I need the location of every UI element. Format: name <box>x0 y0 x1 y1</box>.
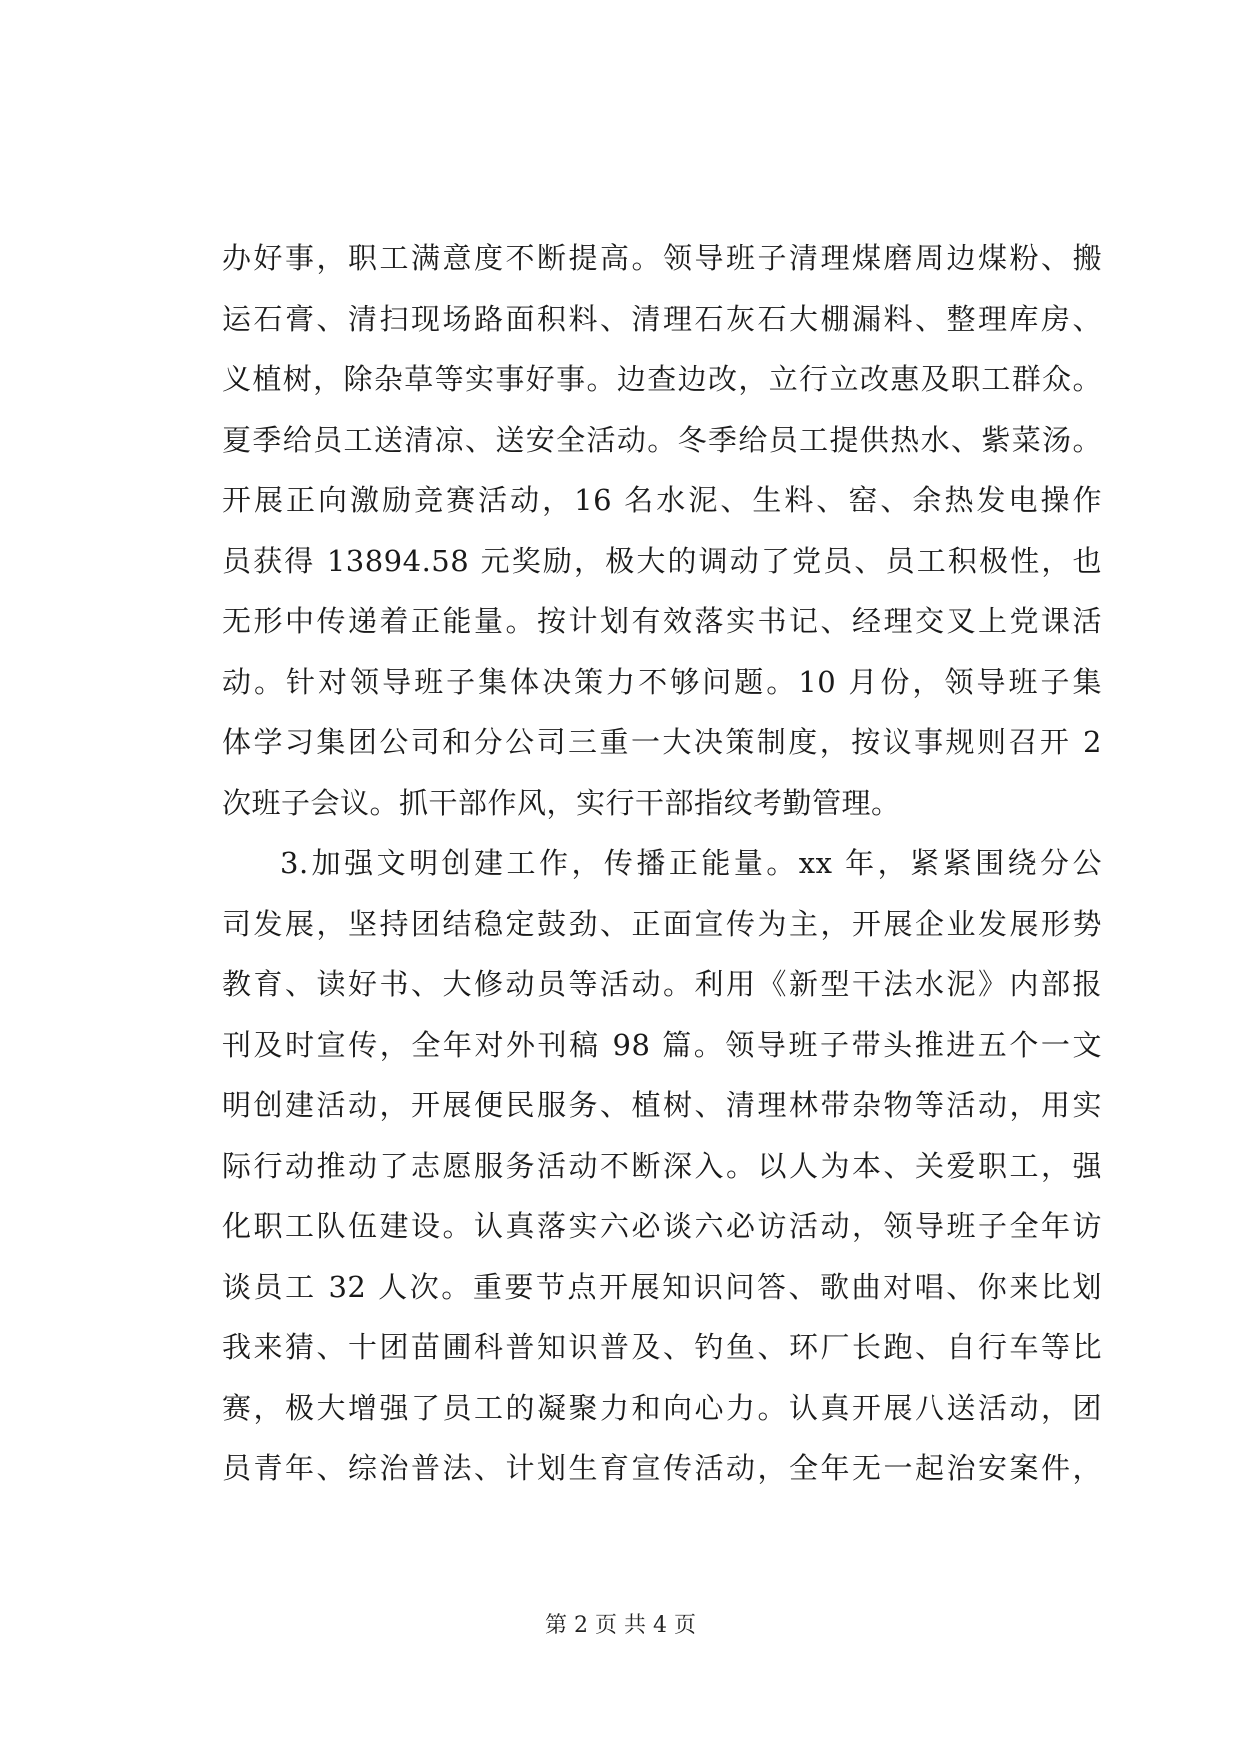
body-text <box>222 228 1102 1499</box>
text-line: 明创建活动，开展便民服务、植树、清理林带杂物等活动，用实 <box>222 1088 1102 1122</box>
paragraph-heading-line: 3.加强文明创建工作，传播正能量。xx 年，紧紧围绕分公 <box>280 846 1102 880</box>
text-line: 赛，极大增强了员工的凝聚力和向心力。认真开展八送活动，团 <box>222 1390 1102 1425</box>
text-line: 次班子会议。抓干部作风，实行干部指纹考勤管理。 <box>222 785 901 820</box>
text-line: 无形中传递着正能量。按计划有效落实书记、经理交叉上党课活 <box>222 604 1102 638</box>
page-number-footer: 第 2 页 共 4 页 <box>545 1613 696 1638</box>
text-line: 教育、读好书、大修动员等活动。利用《新型干法水泥》内部报 <box>222 967 1102 1001</box>
text-line: 员获得 13894.58 元奖励，极大的调动了党员、员工积极性，也 <box>222 543 1102 578</box>
text-line: 动。针对领导班子集体决策力不够问题。10 月份，领导班子集 <box>222 664 1102 699</box>
text-line: 际行动推动了志愿服务活动不断深入。以人为本、关爱职工，强 <box>222 1148 1102 1183</box>
text-line: 开展正向激励竞赛活动，16 名水泥、生料、窑、余热发电操作 <box>222 483 1102 517</box>
text-line: 体学习集团公司和分公司三重一大决策制度，按议事规则召开 2 <box>222 725 1102 759</box>
text-line: 夏季给员工送清凉、送安全活动。冬季给员工提供热水、紫菜汤。 <box>222 422 1102 457</box>
text-line: 我来猜、十团苗圃科普知识普及、钓鱼、环厂长跑、自行车等比 <box>222 1330 1102 1364</box>
text-line: 办好事，职工满意度不断提高。领导班子清理煤磨周边煤粉、搬 <box>222 241 1102 275</box>
text-line: 义植树，除杂草等实事好事。边查边改，立行立改惠及职工群众。 <box>222 362 1102 396</box>
text-line: 化职工队伍建设。认真落实六必谈六必访活动，领导班子全年访 <box>222 1209 1102 1243</box>
text-line: 谈员工 32 人次。重要节点开展知识问答、歌曲对唱、你来比划 <box>222 1269 1102 1304</box>
text-line: 运石膏、清扫现场路面积料、清理石灰石大棚漏料、整理库房、 <box>222 301 1102 336</box>
text-line: 司发展，坚持团结稳定鼓劲、正面宣传为主，开展企业发展形势 <box>222 906 1102 941</box>
text-line: 刊及时宣传，全年对外刊稿 98 篇。领导班子带头推进五个一文 <box>222 1027 1102 1062</box>
text-line: 员青年、综治普法、计划生育宣传活动，全年无一起治安案件， <box>222 1451 1102 1485</box>
